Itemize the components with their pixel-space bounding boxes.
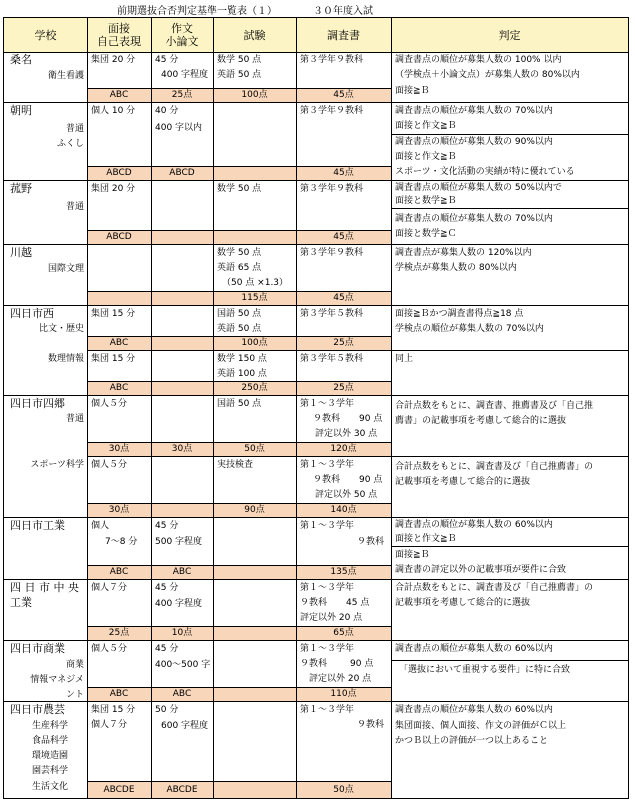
school-name: 四 日 市 中 央 (10, 581, 79, 594)
criteria-table (3, 17, 629, 799)
cell-text: 集団 20 分 (91, 184, 136, 194)
cell-text: 110点 (330, 689, 357, 699)
cell-text: 個人５分 (91, 399, 128, 409)
cell-text: 90 点 (359, 475, 383, 485)
cell-text: 135点 (330, 567, 357, 577)
table-rule (296, 18, 297, 798)
cell-text: スポーツ・文化活動の実績が特に優れている (395, 167, 575, 177)
cell-text: 英語 65 点 (217, 263, 262, 273)
cell-text: 数理情報 (47, 354, 84, 364)
cell-text: 45点 (333, 293, 354, 303)
cell-text: 英語 50 点 (217, 324, 262, 334)
cell-text: 英語 100 点 (217, 369, 267, 379)
table-rule (151, 18, 152, 798)
cell-text: ふくし (56, 139, 84, 149)
cell-text: 30点 (108, 444, 130, 454)
cell-text: 工業 (10, 596, 32, 609)
cell-text: 第３学年９教科 (300, 248, 364, 258)
cell-text: 45点 (333, 232, 354, 242)
cell-text: 個人 10 分 (91, 106, 136, 116)
cell-text: 調査書点の順位が募集人数の 100% 以内 (395, 55, 562, 65)
cell-text: 400～500 字 (155, 660, 211, 670)
school-name: 桑名 (10, 53, 32, 66)
header-interview: 面接 自己表現 (97, 22, 141, 48)
cell-text: 調査書点の順位が募集人数の 60%以内 (395, 520, 553, 530)
cell-text: 140点 (330, 505, 357, 515)
school-name: 川越 (10, 246, 32, 259)
cell-text: 65点 (333, 628, 354, 638)
cell-text: 90点 (244, 505, 265, 515)
cell-text: 45点 (333, 168, 354, 178)
cell-text: 調査書の評定以外の記載事項が要件に合致 (395, 565, 567, 575)
cell-text: 数学 50 点 (217, 184, 262, 194)
cell-text: ABC (109, 383, 129, 393)
cell-text: 個人７分 (91, 583, 128, 593)
interview-format: 集団 20 分 (91, 55, 136, 65)
cell-text: 調査書点の順位が募集人数の 60%以内 (395, 705, 553, 715)
cell-text: ９教科 (357, 720, 385, 730)
table-rule (4, 305, 628, 306)
cell-text: ABCDE (166, 785, 198, 795)
cell-text: 面接≧Ｂ (395, 86, 430, 96)
cell-text: 国語 50 点 (217, 309, 262, 319)
cell-text: 「選抜において重視する要件」に特に合致 (399, 665, 571, 675)
cell-text: 第３学年９教科 (300, 106, 364, 116)
table-rule (4, 244, 628, 245)
table-rule (4, 102, 628, 103)
cell-text: 500 字程度 (155, 537, 203, 547)
cell-text: 400 字程度 (155, 599, 203, 609)
cell-text: ９教科 (357, 537, 385, 547)
cell-text: ９教科 (300, 659, 328, 669)
cell-text: 調査書点が募集人数の 120%以内 (395, 248, 532, 258)
course-name: 衛生看護 (47, 71, 84, 81)
header-report: 調査書 (327, 28, 360, 42)
table-title: 前期選抜合否判定基準一覧表（１） (117, 6, 277, 17)
cell-text: ABCD (169, 168, 195, 178)
cell-text: 集団 15 分 (91, 705, 136, 715)
cell-text: 国際文理 (47, 264, 84, 274)
cell-text: 第１～３学年 (300, 460, 355, 470)
cell-text: 調査書点の順位が募集人数の 60%以内 (395, 644, 553, 654)
table-header (4, 18, 628, 53)
cell-text: 国語 50 点 (217, 399, 262, 409)
cell-text: 個人５分 (91, 460, 128, 470)
cell-text: 400 字以内 (155, 123, 203, 133)
header-judgment: 判定 (498, 28, 521, 42)
cell-text: 面接と作文≧Ｂ (395, 534, 457, 544)
table-rule (391, 660, 628, 661)
cell-text: 25点 (333, 383, 354, 393)
cell-text: 100点 (241, 338, 268, 348)
school-name: 四日市工業 (10, 519, 65, 532)
cell-text: 記載事項を考慮して総合的に選抜 (395, 598, 531, 608)
cell-text: ABC (109, 90, 129, 100)
cell-text: ９教科 (313, 475, 341, 485)
header-essay: 作文 小論文 (165, 22, 199, 48)
cell-text: 普通 (65, 202, 84, 212)
table-rule (213, 18, 214, 798)
cell-text: 40 分 (155, 106, 179, 116)
cell-text: 50点 (333, 785, 354, 795)
cell-text: 100点 (241, 90, 268, 100)
table-rule (4, 395, 628, 396)
cell-text: ABC (109, 338, 129, 348)
cell-text: 合計点数をもとに、調査書及び「自己推薦書」の (395, 462, 594, 472)
page-title (0, 0, 635, 18)
cell-text: 調査書点の順位が募集人数の 50%以内で (395, 183, 562, 193)
cell-text: 数学 50 点 (217, 248, 262, 258)
cell-text: ABC (172, 567, 192, 577)
cell-text: 30点 (108, 505, 130, 515)
school-name: 菰野 (10, 182, 32, 195)
school-name: 四日市四郷 (10, 397, 65, 410)
cell-text: ９教科 (313, 414, 341, 424)
cell-text: 第３学年９教科 (300, 55, 364, 65)
cell-text: 調査書点の順位が募集人数の 70%以内 (395, 106, 553, 116)
cell-text: 普通 (65, 124, 84, 134)
table-rule (87, 350, 628, 351)
cell-text: 集団 15 分 (91, 309, 136, 319)
cell-text: 環境造園 (32, 751, 69, 761)
cell-text: 食品科学 (32, 736, 69, 746)
cell-text: 400 字程度 (161, 70, 209, 80)
cell-text: ント (65, 690, 84, 700)
cell-text: 50点 (244, 444, 265, 454)
cell-text: 個人５分 (91, 644, 128, 654)
cell-text: 第１～３学年 (300, 521, 355, 531)
cell-text: （50 点 ×1.3） (222, 278, 289, 288)
cell-text: ABCD (106, 232, 132, 242)
cell-text: 評定以外 20 点 (300, 613, 363, 623)
cell-text: 90 点 (359, 414, 383, 424)
cell-text: 個人 (91, 521, 110, 531)
cell-text: 第１～３学年 (300, 399, 355, 409)
cell-text: 合計点数をもとに、調査書及び「自己推薦書」の (395, 583, 594, 593)
cell-text: 面接と数学≧Ｂ (395, 196, 457, 206)
cell-text: 45 点 (346, 598, 370, 608)
header-school: 学校 (34, 28, 57, 42)
cell-text: 45点 (333, 90, 354, 100)
cell-text: 記載事項を考慮して総合的に選抜 (395, 477, 531, 487)
table-rule (87, 456, 628, 457)
cell-text: 面接≧Ｂかつ調査書得点≧18 点 (395, 309, 524, 319)
table-rule (4, 579, 628, 580)
cell-text: スポーツ科学 (30, 460, 84, 470)
cell-text: 同上 (395, 354, 414, 364)
cell-text: 第３学年５教科 (300, 354, 364, 364)
cell-text: 生産科学 (32, 721, 69, 731)
cell-text: 50 分 (155, 705, 179, 715)
cell-text: 調査書点の順位が募集人数の 90%以内 (395, 137, 553, 147)
cell-text: 数学 150 点 (217, 354, 267, 364)
cell-text: 30点 (171, 444, 193, 454)
table-rule (4, 701, 628, 702)
cell-text: （学検点＋小論文点）が募集人数の 80%以内 (395, 70, 580, 80)
cell-text: 情報マネジメ (30, 675, 84, 685)
table-rule (391, 18, 392, 798)
cell-text: 普通 (65, 414, 84, 424)
cell-text: 学検点が募集人数の 80%以内 (395, 263, 517, 273)
cell-text: かつＢ以上の評価が一つ以上あること (395, 736, 549, 746)
cell-text: 25点 (108, 628, 130, 638)
cell-text: ABC (172, 689, 192, 699)
cell-text: 面接と作文≧Ｂ (395, 152, 457, 162)
cell-text: 集団面接、個人面接、作文の評価がＣ以上 (395, 721, 567, 731)
cell-text: 生活文化 (32, 782, 69, 792)
school-name: 四日市西 (10, 307, 54, 320)
cell-text: 7～8 分 (105, 537, 138, 547)
exam-year: ３０年度入試 (313, 6, 373, 17)
school-name: 四日市農芸 (10, 703, 65, 716)
cell-text: 英語 50 点 (217, 70, 262, 80)
cell-text: ABC (109, 567, 129, 577)
cell-text: 評定以外 20 点 (309, 674, 372, 684)
cell-text: 実技検査 (217, 460, 254, 470)
school-name: 四日市商業 (10, 642, 65, 655)
cell-text: 600 字程度 (161, 721, 209, 731)
cell-text: 第１～３学年 (300, 644, 355, 654)
cell-text: ABCDE (103, 785, 135, 795)
cell-text: 120点 (330, 444, 357, 454)
cell-text: 115点 (241, 293, 268, 303)
cell-text: 面接≧Ｂ (395, 550, 430, 560)
cell-text: ABC (109, 689, 129, 699)
cell-text: 25点 (333, 338, 354, 348)
cell-text: 第１～３学年 (300, 705, 355, 715)
header-exam: 試験 (243, 28, 266, 42)
table-rule (391, 208, 628, 209)
cell-text: 数学 50 点 (217, 55, 262, 65)
cell-text: 評定以外 50 点 (315, 490, 378, 500)
cell-text: 25点 (171, 90, 193, 100)
cell-text: 面接と数学≧Ｃ (395, 229, 457, 239)
cell-text: ABCD (106, 168, 132, 178)
school-name: 朝明 (10, 104, 32, 117)
table-rule (4, 640, 628, 641)
cell-text: 第３学年９教科 (300, 184, 364, 194)
cell-text: 90 点 (350, 659, 374, 669)
table-rule (391, 546, 628, 547)
cell-text: 第３学年５教科 (300, 309, 364, 319)
cell-text: 第１～３学年 (300, 583, 355, 593)
cell-text: 45 分 (155, 55, 179, 65)
table-rule (87, 18, 88, 798)
cell-text: 45 分 (155, 521, 179, 531)
cell-text: 面接と作文≧Ｂ (395, 121, 457, 131)
cell-text: 個人７分 (91, 720, 128, 730)
cell-text: 商業 (65, 660, 84, 670)
cell-text: 10点 (171, 628, 193, 638)
cell-text: 評定以外 30 点 (315, 429, 378, 439)
cell-text: ９教科 (300, 598, 328, 608)
cell-text: 合計点数をもとに、調査書、推薦書及び「自己推 (395, 401, 594, 411)
cell-text: 250点 (241, 383, 268, 393)
cell-text: 学検点の順位が募集人数の 70%以内 (395, 324, 544, 334)
cell-text: 集団 15 分 (91, 354, 136, 364)
cell-text: 薦書」の記載事項を考慮して総合的に選抜 (395, 416, 567, 426)
cell-text: 園芸科学 (32, 766, 69, 776)
cell-text: 調査書点の順位が募集人数の 70%以内 (395, 214, 553, 224)
cell-text: 45 分 (155, 644, 179, 654)
cell-text: 比文・歴史 (38, 324, 84, 334)
cell-text: 45 分 (155, 583, 179, 593)
